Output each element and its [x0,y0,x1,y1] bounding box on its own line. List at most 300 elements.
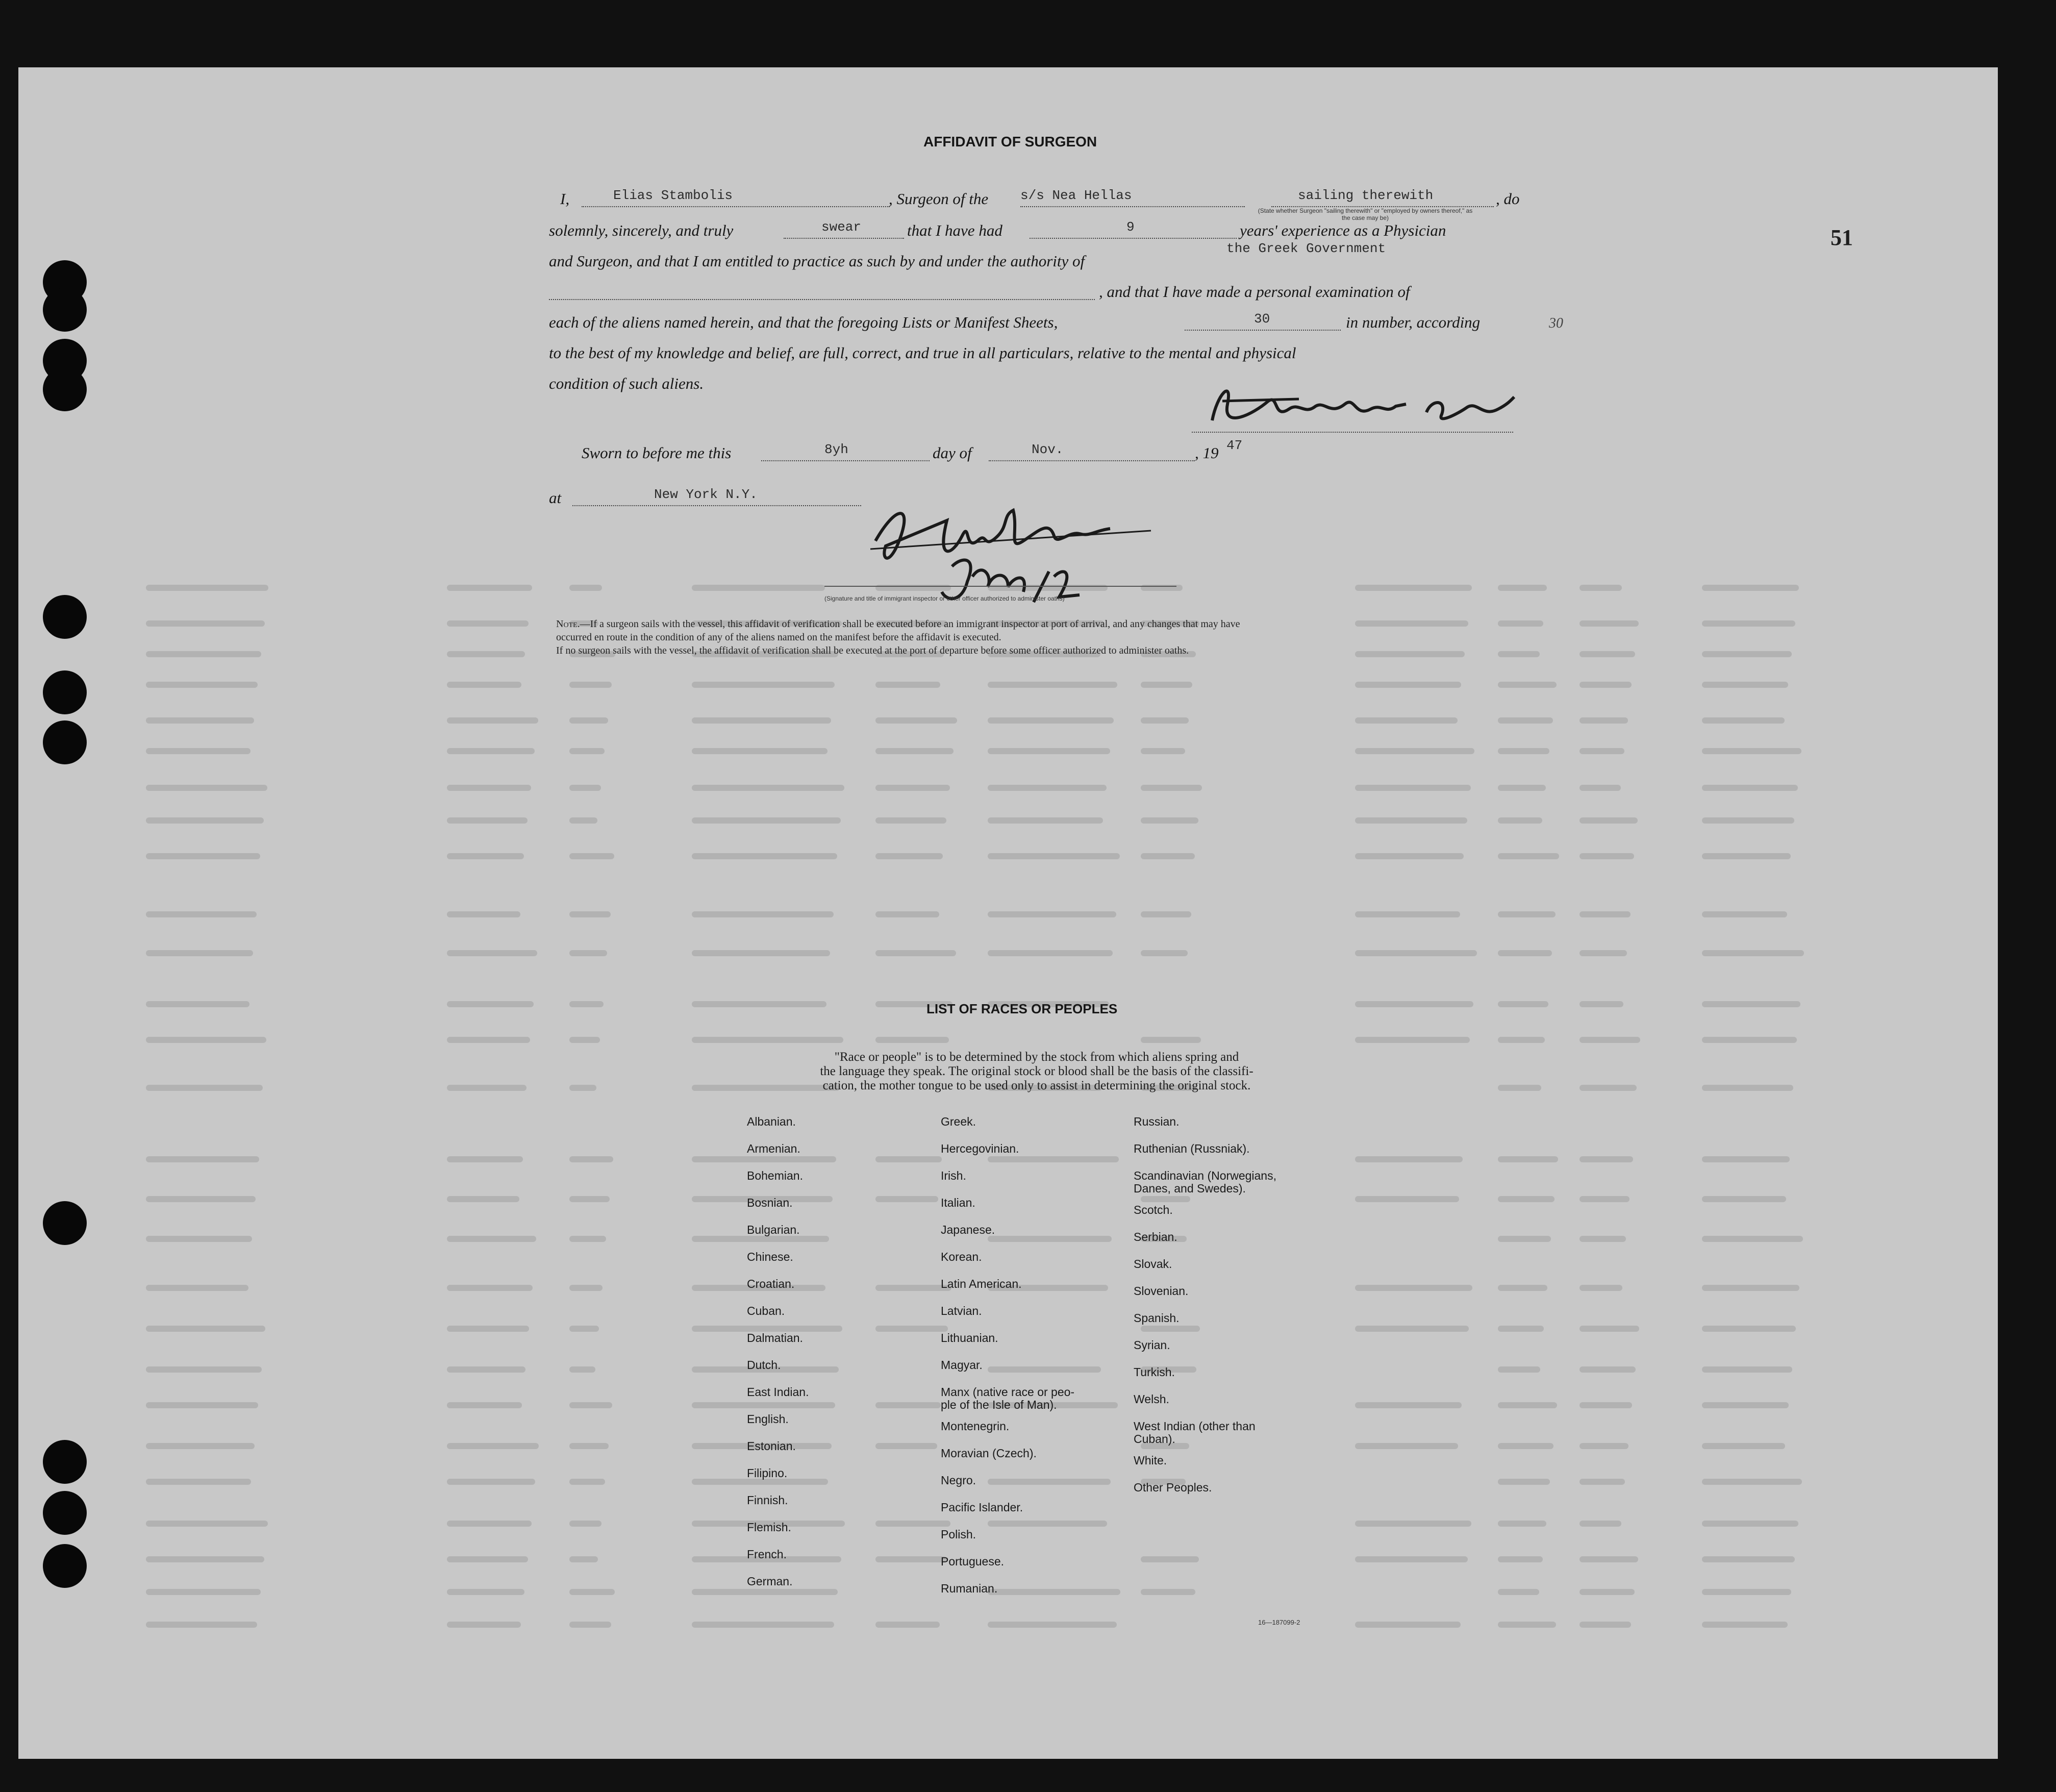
race-item: Scotch. [1134,1203,1173,1216]
punch-hole [43,288,87,332]
bleed-line [1355,717,1458,724]
punch-hole [43,1544,87,1588]
bleed-line [447,1285,533,1291]
race-item: French. [747,1548,787,1561]
bleed-line [1579,1366,1636,1373]
race-item: Croatian. [747,1277,795,1290]
bleed-line [1498,911,1556,917]
surgeon-name: Elias Stambolis [613,188,733,203]
bleed-line [447,1156,523,1162]
bleed-line [447,785,531,791]
bleed-line [1498,717,1553,724]
line2-c: years' experience as a Physician [1240,221,1446,239]
bleed-line [146,1326,265,1332]
bleed-line [875,717,957,724]
race-item: Rumanian. [941,1582,998,1595]
note-text-3: If no surgeon sails with the vessel, the affidavit of verification shall be executed at the port of departure before some officer authorized to administer oaths. [556,645,1189,656]
bleed-line [1579,1556,1638,1562]
bleed-line [1498,682,1557,688]
signature-line [1192,432,1513,433]
affidavit-title: AFFIDAVIT OF SURGEON [923,134,1097,150]
bleed-line [875,1326,948,1332]
bleed-line [875,682,940,688]
race-item: Dutch. [747,1358,781,1372]
race-item: English. [747,1412,789,1426]
line7: condition of such aliens. [549,375,704,392]
bleed-line [447,1589,524,1595]
bleed-line [1141,950,1188,956]
bleed-line [692,1589,838,1595]
sworn-year: 47 [1226,438,1243,453]
bleed-line [692,1402,835,1408]
bleed-line [146,1001,249,1007]
bleed-line [1579,1589,1635,1595]
bleed-line [988,911,1116,917]
bleed-line [569,1622,611,1628]
bleed-line [1141,1037,1201,1043]
bleed-line [988,748,1110,754]
bleed-line [1702,1366,1792,1373]
race-item: Polish. [941,1528,976,1541]
race-item: Ruthenian (Russniak). [1134,1142,1250,1155]
bleed-line [1702,748,1801,754]
bleed-line [1579,717,1628,724]
bleed-line [447,717,538,724]
bleed-line [1702,1196,1786,1202]
line4: , and that I have made a personal examination of [1099,283,1410,301]
bleed-line [1702,1402,1789,1408]
bleed-line [146,1622,257,1628]
bleed-line [988,1622,1117,1628]
race-item: Japanese. [941,1223,995,1236]
bleed-line [988,1521,1107,1527]
race-item: German. [747,1575,793,1588]
bleed-line [447,1196,519,1202]
bleed-line [569,1556,598,1562]
bleed-line [1355,1037,1470,1043]
manifest-sheet [18,67,1998,1759]
bleed-line [1498,1622,1556,1628]
race-item: Magyar. [941,1358,983,1372]
bleed-line [692,1622,834,1628]
bleed-line [1579,1196,1629,1202]
line3-a: and Surgeon, and that I am entitled to practice as such by and under the authority of [549,252,1085,270]
bleed-line [1498,1443,1553,1449]
race-item: Latvian. [941,1304,982,1317]
bleed-line [1702,1556,1795,1562]
bleed-line [1355,1001,1473,1007]
bleed-line [1579,1236,1626,1242]
oath-word: swear [821,219,862,235]
sailing-footnote: (State whether Surgeon "sailing therewith" or "employed by owners thereof," as the case may be) [1258,207,1473,221]
bleed-line [569,853,614,859]
bleed-line [1702,853,1791,859]
bleed-line [1355,911,1460,917]
bleed-line [692,1037,843,1043]
bleed-line [1702,585,1799,591]
bleed-line [447,817,528,824]
bleed-line [146,785,267,791]
bleed-line [875,1285,951,1291]
bleed-line [1702,682,1788,688]
bleed-line [1702,911,1787,917]
bleed-line [447,1556,528,1562]
at-place: New York N.Y. [654,487,758,502]
bleed-line [447,1443,539,1449]
sworn-c: , 19 [1195,444,1219,462]
form-code: 16—187099-2 [1258,1619,1300,1626]
bleed-line [569,911,611,917]
bleed-line [146,651,261,657]
bleed-line [569,1443,609,1449]
bleed-line [569,1521,601,1527]
bleed-line [1141,717,1189,724]
bleed-line [875,950,956,956]
race-item: Syrian. [1134,1338,1170,1352]
race-item: Filipino. [747,1466,788,1480]
bleed-line [988,1156,1119,1162]
bleed-line [1355,1196,1459,1202]
bleed-line [1498,1196,1554,1202]
race-item: Scandinavian (Norwegians, Danes, and Swedes). [1134,1169,1276,1195]
line2-b: that I have had [907,221,1002,239]
bleed-line [1579,585,1622,591]
bleed-line [875,1443,937,1449]
bleed-line [447,620,529,627]
bleed-line [447,682,521,688]
bleed-line [146,1556,264,1562]
race-item: Welsh. [1134,1392,1169,1406]
bleed-line [1141,1589,1195,1595]
punch-hole [43,1491,87,1535]
race-item: Portuguese. [941,1555,1005,1568]
bleed-line [569,1402,612,1408]
bleed-line [692,1001,826,1007]
bleed-line [1702,1589,1791,1595]
bleed-line [1141,748,1185,754]
bleed-line [988,1479,1111,1485]
races-intro-3: cation, the mother tongue to be used only to assist in determining the original stock. [822,1079,1251,1092]
bleed-line [569,1001,604,1007]
inspector-signature [855,500,1192,623]
races-intro [751,1050,1322,1093]
bleed-line [1579,682,1632,688]
bleed-line [146,1479,251,1485]
bleed-line [447,950,537,956]
sworn-month: Nov. [1032,442,1064,457]
race-item: Serbian. [1134,1230,1177,1243]
bleed-line [569,1037,600,1043]
note-block [556,617,1551,657]
inspector-signature-line [824,586,1176,587]
bleed-line [447,911,520,917]
bleed-line [1702,1521,1798,1527]
bleed-line [569,1236,606,1242]
bleed-line [1579,1622,1631,1628]
bleed-line [447,1001,534,1007]
bleed-line [447,1236,536,1242]
bleed-line [1355,682,1461,688]
race-item: Manx (native race or peo- ple of the Isle of Man). [941,1385,1075,1411]
bleed-line [569,1285,603,1291]
bleed-line [146,717,254,724]
line5-b: in number, according [1346,313,1481,331]
bleed-line [1498,1236,1551,1242]
at-place-field [572,485,861,506]
sworn-day-field [761,440,930,461]
bleed-line [1498,1156,1558,1162]
bleed-line [1141,817,1198,824]
bleed-line [146,817,264,824]
bleed-line [1579,1443,1628,1449]
punch-hole [43,1440,87,1484]
bleed-line [146,1443,255,1449]
bleed-line [1355,817,1467,824]
bleed-line [1498,1037,1545,1043]
bleed-line [1355,1285,1472,1291]
bleed-line [1579,1156,1633,1162]
bleed-line [1579,950,1627,956]
bleed-line [1141,911,1191,917]
bleed-line [1355,853,1464,859]
bleed-line [447,1326,529,1332]
bleed-line [447,1622,521,1628]
do-label: , do [1496,190,1520,208]
bleed-line [569,748,605,754]
bleed-line [1498,748,1549,754]
years-field [1030,217,1237,239]
bleed-line [146,1085,263,1091]
bleed-line [1141,785,1202,791]
years-value: 9 [1126,219,1135,235]
bleed-line [988,1236,1112,1242]
bleed-line [1579,1402,1632,1408]
bleed-line [146,1402,258,1408]
bleed-line [1355,748,1474,754]
bleed-line [1355,1326,1469,1332]
margin-note: 30 [1549,315,1563,331]
bleed-line [146,1156,259,1162]
bleed-line [146,1366,262,1373]
bleed-line [875,785,950,791]
punch-hole [43,595,87,639]
bleed-line [1702,1037,1797,1043]
bleed-line [569,682,612,688]
bleed-line [1702,1443,1785,1449]
bleed-line [569,1479,605,1485]
race-item: Korean. [941,1250,982,1263]
punch-hole [43,1201,87,1245]
bleed-line [875,748,954,754]
oath-field [784,217,904,239]
bleed-line [1579,853,1634,859]
sworn-b: day of [933,444,972,462]
bleed-line [146,620,265,627]
bleed-line [1702,620,1795,627]
bleed-line [1355,950,1477,956]
bleed-line [988,1366,1101,1373]
sheets-field [1185,309,1341,331]
race-item: Pacific Islander. [941,1501,1023,1514]
bleed-line [1702,1622,1788,1628]
bleed-line [1702,1156,1790,1162]
race-item: Italian. [941,1196,975,1209]
races-intro-1: "Race or people" is to be determined by the stock from which aliens spring and [834,1050,1239,1064]
bleed-line [1702,1001,1800,1007]
bleed-line [875,1037,949,1043]
race-item: Slovak. [1134,1257,1172,1271]
race-item: Irish. [941,1169,966,1182]
bleed-line [569,950,607,956]
bleed-line [875,911,939,917]
bleed-line [1579,1521,1621,1527]
bleed-line [146,748,250,754]
race-item: Finnish. [747,1494,788,1507]
bleed-line [1141,1556,1199,1562]
bleed-line [1355,1521,1471,1527]
bleed-line [1141,853,1195,859]
bleed-line [1579,785,1621,791]
vessel-name: s/s Nea Hellas [1020,188,1132,203]
bleed-line [146,950,253,956]
sworn-month-field [989,440,1195,461]
race-item: Bosnian. [747,1196,793,1209]
bleed-line [875,1156,942,1162]
inspector-caption: (Signature and title of immigrant inspector or other officer authorized to administer oaths) [824,595,1065,602]
punch-hole [43,670,87,714]
bleed-line [1702,717,1785,724]
bleed-line [146,1589,261,1595]
surgeon-of-label: , Surgeon of the [889,190,989,208]
bleed-line [569,1326,599,1332]
bleed-line [1355,1156,1463,1162]
bleed-line [447,1521,532,1527]
bleed-line [146,1196,256,1202]
line2-a: solemnly, sincerely, and truly [549,221,734,239]
bleed-line [875,817,946,824]
bleed-line [569,1589,615,1595]
races-title: LIST OF RACES OR PEOPLES [926,1001,1118,1016]
bleed-line [1498,1001,1548,1007]
authority: the Greek Government [1226,241,1386,256]
race-item: Spanish. [1134,1311,1180,1325]
race-item: Hercegovinian. [941,1142,1019,1155]
race-item: West Indian (other than Cuban). [1134,1420,1256,1446]
race-item: Bulgarian. [747,1223,800,1236]
at-label: at [549,489,562,507]
surgeon-signature [1192,374,1518,435]
race-item: Negro. [941,1474,976,1487]
bleed-line [447,748,535,754]
bleed-line [1579,651,1635,657]
bleed-line [1141,1326,1200,1332]
bleed-line [988,853,1120,859]
bleed-line [1498,1326,1544,1332]
race-item: Slovenian. [1134,1284,1189,1298]
bleed-line [447,585,532,591]
race-item: Estonian. [747,1439,796,1453]
i-label: I, [560,190,570,208]
bleed-line [875,1622,940,1628]
bleed-line [988,682,1117,688]
bleed-line [1579,817,1638,824]
bleed-line [1702,785,1798,791]
bleed-line [569,717,608,724]
race-item: Moravian (Czech). [941,1447,1037,1460]
bleed-line [692,682,835,688]
race-item: Russian. [1134,1115,1180,1128]
surgeon-name-field [582,186,890,207]
race-item: White. [1134,1454,1167,1467]
race-item: Latin American. [941,1277,1022,1290]
race-item: Montenegrin. [941,1420,1010,1433]
page-number: 51 [1831,225,1853,250]
bleed-line [146,682,258,688]
bleed-line [1579,1326,1639,1332]
authority-field [549,279,1095,300]
bleed-line [1355,1556,1468,1562]
punch-hole [43,720,87,764]
bleed-line [692,1236,829,1242]
bleed-line [1579,1085,1637,1091]
bleed-line [1702,817,1794,824]
bleed-line [146,1037,266,1043]
bleed-line [1498,1479,1550,1485]
bleed-line [692,748,828,754]
bleed-line [1579,620,1639,627]
bleed-line [1355,785,1471,791]
race-item: Lithuanian. [941,1331,998,1345]
bleed-line [447,1479,535,1485]
bleed-line [692,1156,836,1162]
line6: to the best of my knowledge and belief, are full, correct, and true in all particulars, relative to the mental and physical [549,344,1296,362]
race-item: Dalmatian. [747,1331,803,1345]
vessel-field [1020,186,1245,207]
race-item: East Indian. [747,1385,809,1399]
note-text-2: occurred en route in the condition of any of the aliens named on the manifest before the affidavit is executed. [556,632,1001,643]
punch-hole [43,367,87,411]
races-intro-2: the language they speak. The original stock or blood shall be the basis of the classifi- [820,1064,1253,1078]
bleed-line [1579,1037,1640,1043]
bleed-line [692,817,841,824]
note-text-1: —If a surgeon sails with the vessel, this affidavit of verification shall be executed before an immigrant inspector at port of arrival, and any changes that may have [580,618,1240,630]
bleed-line [447,853,524,859]
race-item: Greek. [941,1115,976,1128]
bleed-line [569,1156,613,1162]
bleed-line [569,817,597,824]
bleed-line [1498,950,1552,956]
bleed-line [447,651,525,657]
bleed-line [875,1521,950,1527]
sailing-field [1271,186,1494,207]
bleed-line [692,911,834,917]
race-item: Other Peoples. [1134,1481,1212,1494]
sailing-status: sailing therewith [1298,188,1434,203]
bleed-line [692,950,830,956]
bleed-line [146,1236,252,1242]
bleed-line [1498,1521,1546,1527]
bleed-line [988,717,1114,724]
race-item: Armenian. [747,1142,800,1155]
sheets-count: 30 [1254,311,1270,327]
sworn-a: Sworn to before me this [582,444,732,462]
bleed-line [988,817,1103,824]
bleed-line [988,1589,1120,1595]
bleed-line [988,950,1113,956]
bleed-line [146,1521,268,1527]
bleed-line [1579,1479,1625,1485]
bleed-line [875,1556,947,1562]
